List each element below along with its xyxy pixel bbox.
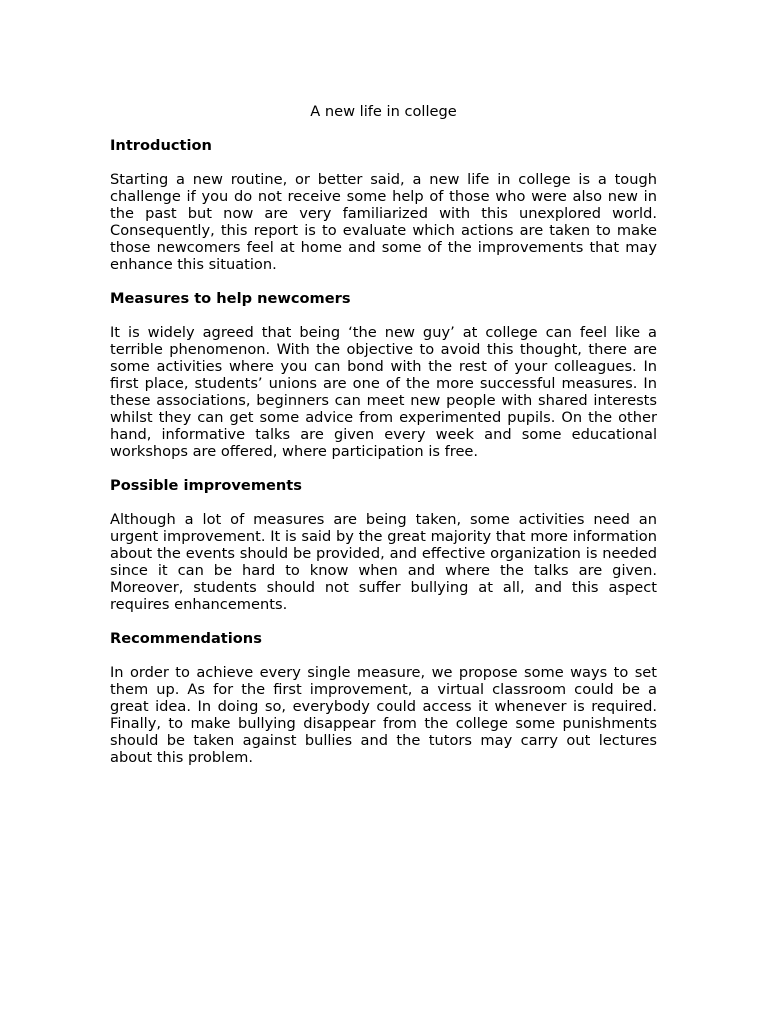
paragraph-recommendations: In order to achieve every single measure, we propose some ways to set them up. As for the first improvement, a virtual classroom could be a great idea. In doing so, everybody could access it whenever is required. Finally, to make bullying disappear from the college some punishments should be taken against bullies and the tutors may carry out lectures about this problem.: [110, 664, 657, 766]
document-title: A new life in college: [310, 103, 457, 120]
paragraph-introduction: Starting a new routine, or better said, a new life in college is a tough challenge if you do not receive some help of those who were also new in the past but now are very familiarized with this unexplored world. Consequently, this report is to evaluate which actions are taken to make those newcomers feel at home and some of the improvements that may enhance this situation.: [110, 171, 657, 273]
document-page: [110, 103, 657, 783]
paragraph-improvements: Although a lot of measures are being taken, some activities need an urgent improvement. It is said by the great majority that more information about the events should be provided, and effective organization is needed since it can be hard to know when and where the talks are given. Moreover, students should not suffer bullying at all, and this aspect requires enhancements.: [110, 511, 657, 613]
heading-introduction: Introduction: [110, 137, 212, 154]
heading-improvements: Possible improvements: [110, 477, 302, 494]
heading-recommendations: Recommendations: [110, 630, 262, 647]
heading-measures: Measures to help newcomers: [110, 290, 351, 307]
paragraph-measures: It is widely agreed that being ‘the new guy’ at college can feel like a terrible phenomenon. With the objective to avoid this thought, there are some activities where you can bond with the rest of your colleagues. In first place, students’ unions are one of the more successful measures. In these associations, beginners can meet new people with shared interests whilst they can get some advice from experimented pupils. On the other hand, informative talks are given every week and some educational workshops are offered, where participation is free.: [110, 324, 657, 460]
